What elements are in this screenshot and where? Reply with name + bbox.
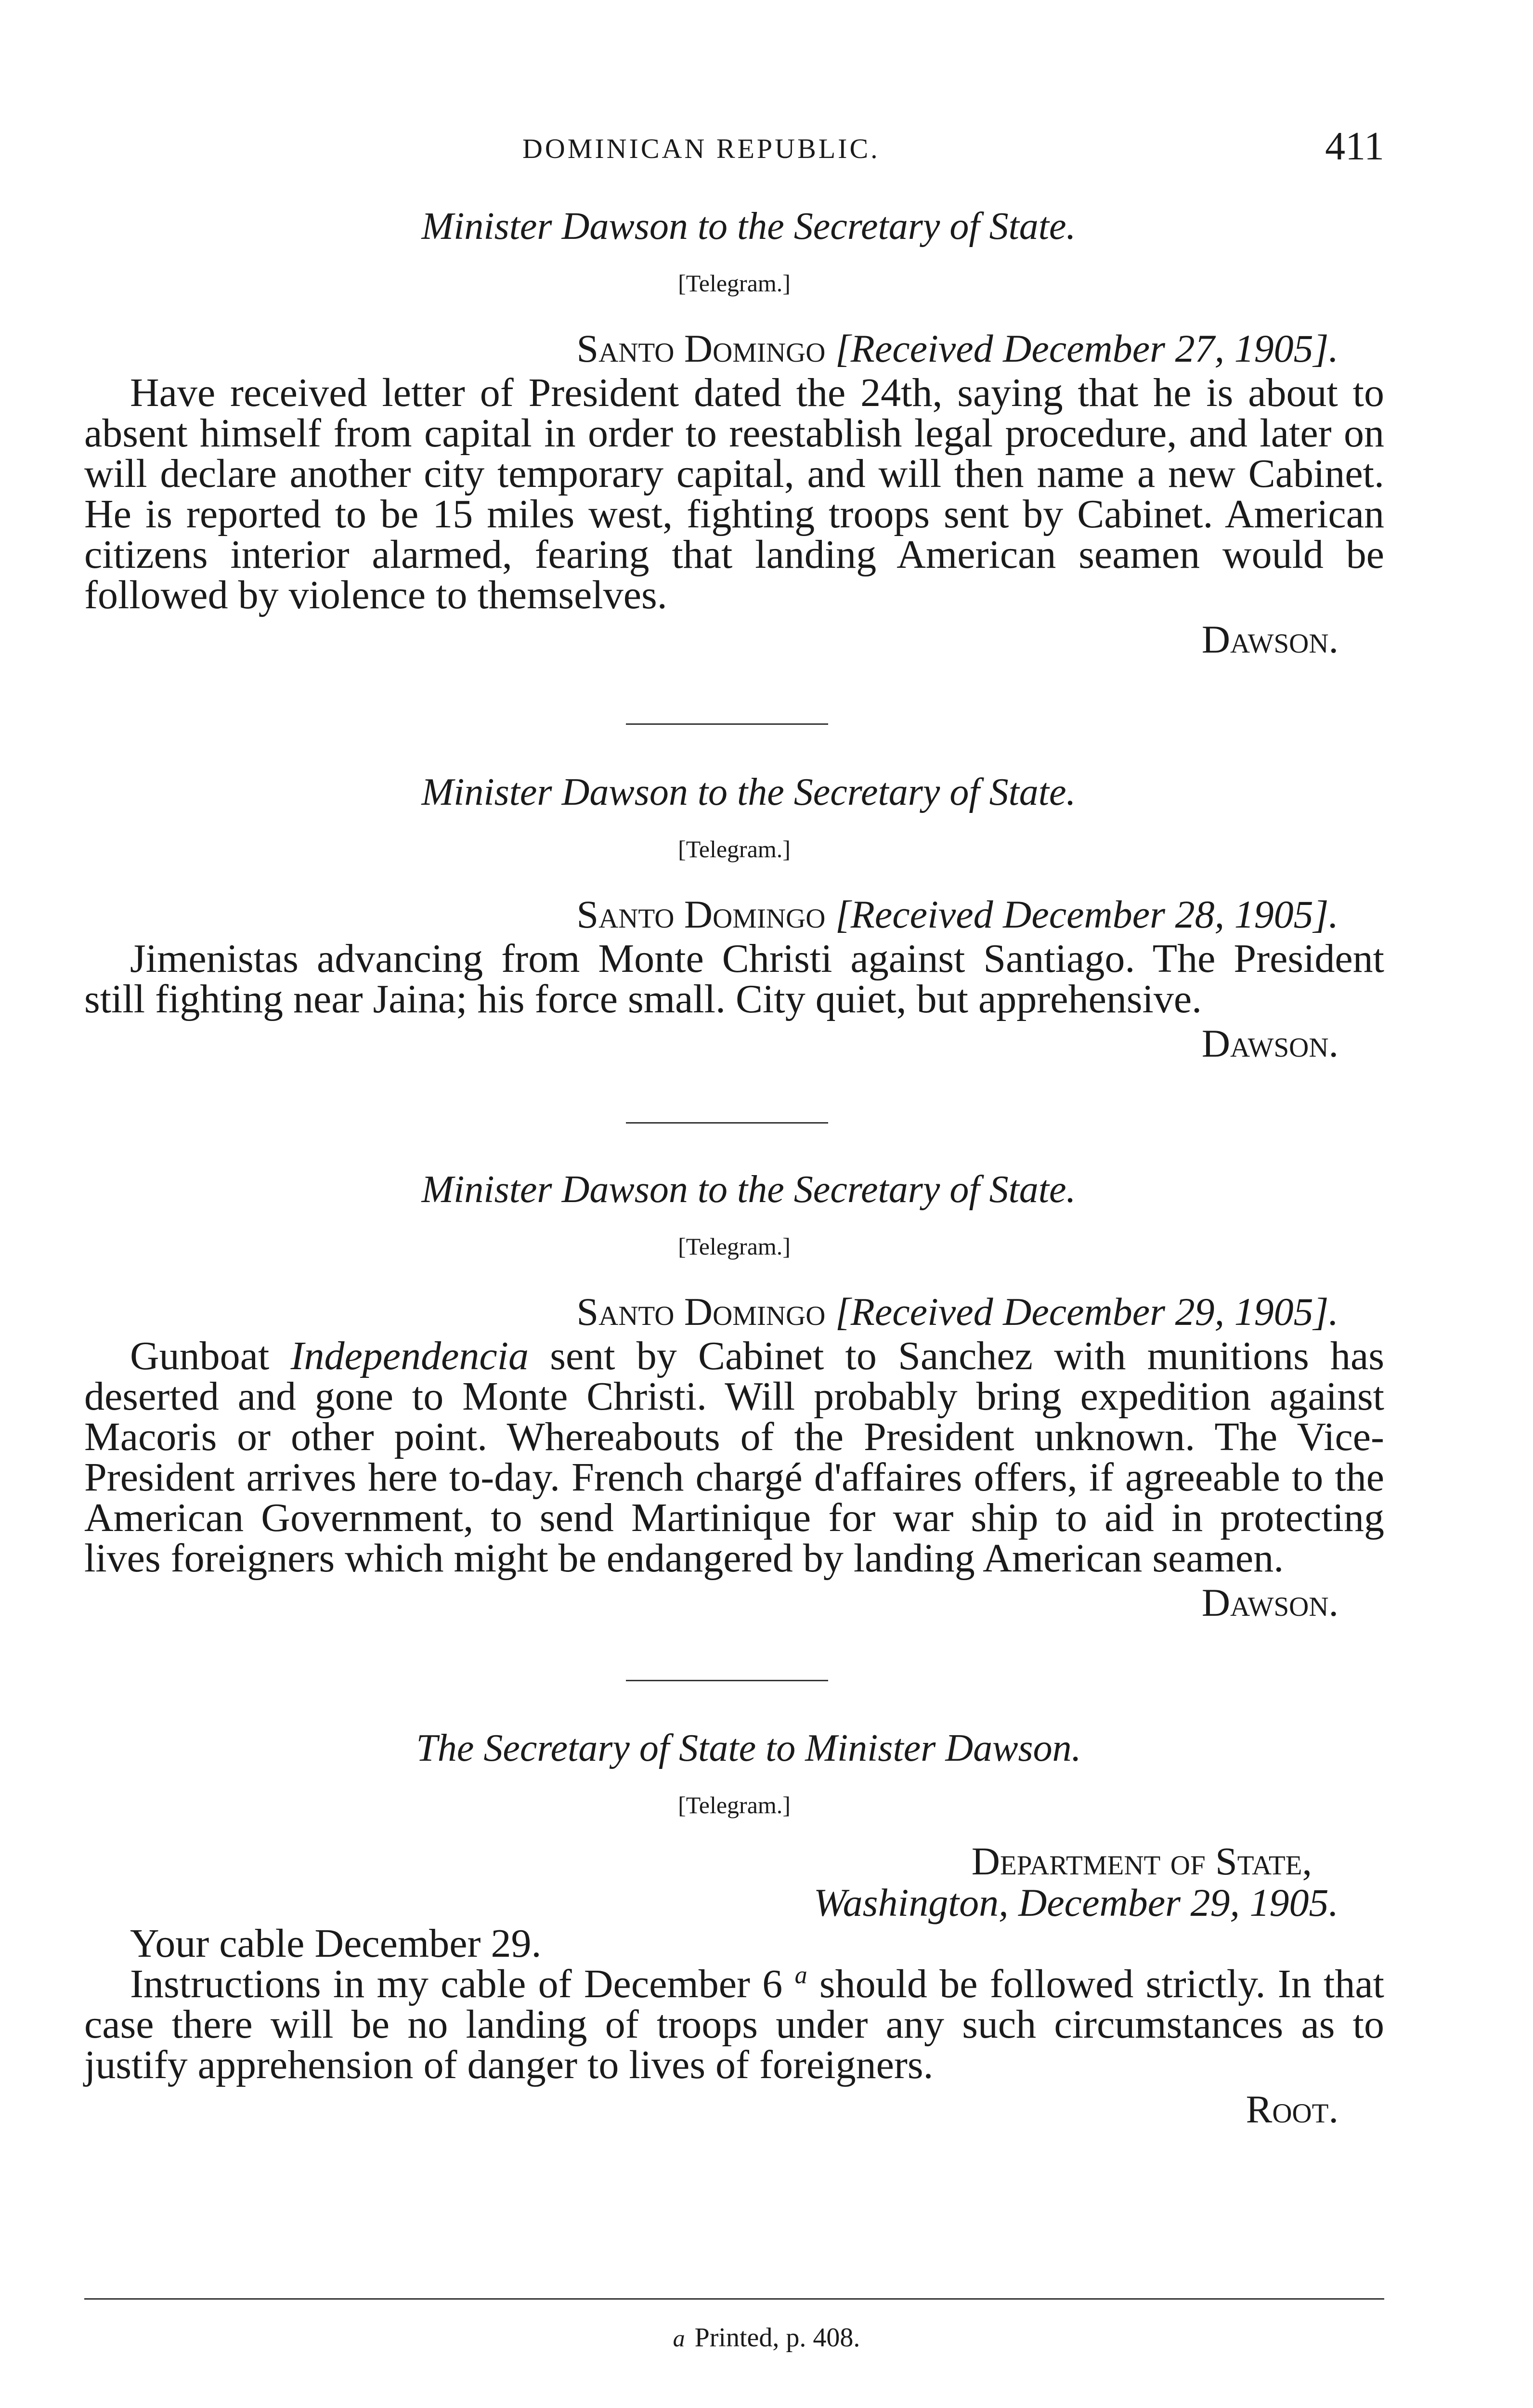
- section-divider: [626, 723, 828, 725]
- section-divider: [626, 1122, 828, 1124]
- letter-paragraph: Your cable December 29.: [130, 1921, 542, 1966]
- telegram-tag: [Telegram.]: [678, 1233, 791, 1260]
- telegram-4: [84, 1724, 1384, 2133]
- page-header: [84, 118, 1384, 171]
- signature: Dawson.: [1201, 1581, 1338, 1624]
- paragraph-lead: Instructions in my cable of December 6: [130, 1962, 783, 2006]
- dept-name: Department of State,: [971, 1839, 1312, 1883]
- footnote: [0, 2322, 1533, 2353]
- dept-date: Washington, December 29, 1905.: [813, 1881, 1338, 1924]
- letter-heading: Minister Dawson to the Secretary of State.: [421, 205, 1076, 248]
- dateline: [84, 890, 1384, 939]
- dateline-place: Santo Domingo: [576, 1290, 826, 1334]
- letter-paragraph: Jimenistas advancing from Monte Christi against Santiago. The President still fighting near Jaina; his force small. City quiet, but apprehensive.: [84, 936, 1384, 1021]
- telegram-tag: [Telegram.]: [678, 270, 791, 297]
- ship-name: Independencia: [290, 1334, 529, 1378]
- letter-paragraph: Have received letter of President dated the 24th, saying that he is about to absent himself from capital in order to reestablish legal procedure, and later on will declare another city temporary capital, and will then name a new Cabinet. He is reported to be 15 miles west, fighting troops sent by Cabinet. American citizens interior alarmed, fearing that landing American seamen would be followed by violence to themselves.: [84, 370, 1384, 617]
- telegram-2: [84, 768, 1384, 1068]
- letter-heading: Minister Dawson to the Secretary of State.: [421, 771, 1076, 813]
- signature: Dawson.: [1201, 617, 1338, 661]
- dateline-place: Santo Domingo: [576, 892, 826, 936]
- dateline-received: [Received December 27, 1905].: [835, 327, 1338, 370]
- paragraph-lead: Gunboat: [130, 1334, 270, 1378]
- letter-heading: The Secretary of State to Minister Dawson.: [416, 1727, 1081, 1769]
- signature: Dawson.: [1201, 1021, 1338, 1065]
- running-title: DOMINICAN REPUBLIC.: [522, 133, 880, 164]
- footnote-divider: [84, 2298, 1384, 2300]
- signature: Root.: [1246, 2087, 1338, 2131]
- dateline-received: [Received December 29, 1905].: [835, 1290, 1338, 1334]
- letter-paragraph: [84, 1336, 1384, 1579]
- footnote-reference[interactable]: a: [794, 1962, 807, 1989]
- telegram-3: [84, 1165, 1384, 1627]
- footnote-text: Printed, p. 408.: [694, 2323, 860, 2353]
- section-divider: [626, 1680, 828, 1681]
- dateline: [84, 1841, 1384, 1924]
- dateline: [84, 325, 1384, 373]
- footnote-mark: a: [673, 2325, 685, 2352]
- page-number: 411: [1325, 124, 1384, 169]
- letter-heading: Minister Dawson to the Secretary of State.: [421, 1168, 1076, 1211]
- dateline-received: [Received December 28, 1905].: [835, 892, 1338, 936]
- dateline: [84, 1288, 1384, 1336]
- dateline-place: Santo Domingo: [576, 327, 826, 370]
- paragraph-rest: sent by Cabinet to Sanchez with munitions has deserted and gone to Monte Christi. Will probably bring expedition against Macoris or other point. Whereabouts of the President unknown. The Vice-President arrives here to-day. French chargé d'affaires offers, if agreeable to the American Government, to send Martinique for war ship to aid in protecting lives foreigners which might be endangered by landing American seamen.: [84, 1334, 1385, 1581]
- telegram-1: [84, 202, 1384, 664]
- letter-paragraph: [84, 1964, 1384, 2085]
- paragraph-rest: should be followed strictly. In that case there will be no landing of troops under any such circumstances as to justify apprehension of danger to lives of foreigners.: [84, 1962, 1385, 2087]
- telegram-tag: [Telegram.]: [678, 836, 791, 863]
- telegram-tag: [Telegram.]: [678, 1792, 791, 1819]
